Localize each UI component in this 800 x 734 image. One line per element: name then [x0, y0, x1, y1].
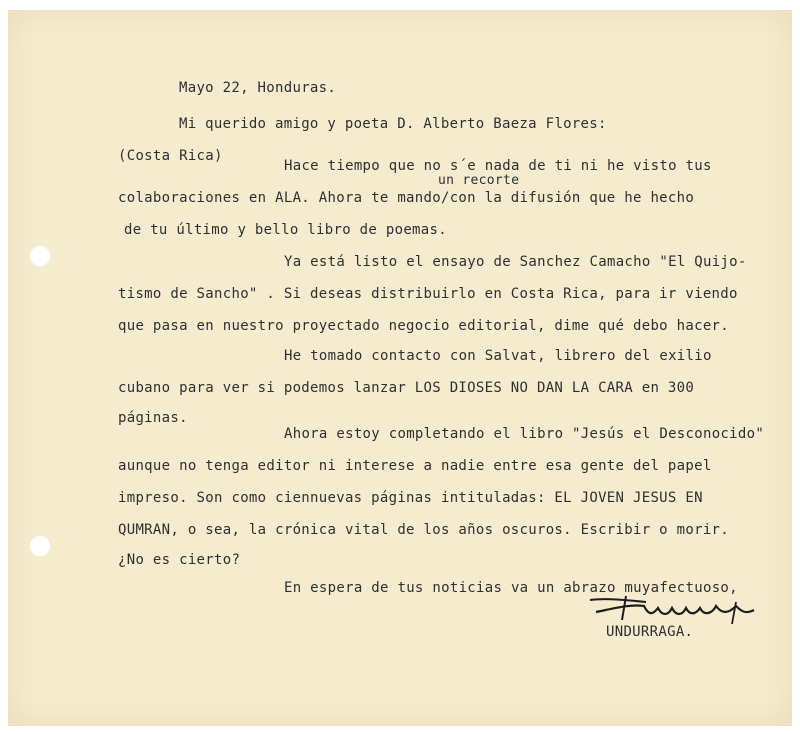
- letter-line-10: Ahora estoy completando el libro "Jesús el Desconocido": [284, 426, 765, 442]
- letter-page: [8, 10, 792, 726]
- letter-line-11: aunque no tenga editor ni interese a nadie entre esa gente del papel: [118, 458, 712, 474]
- letter-line-7: He tomado contacto con Salvat, librero del exilio: [284, 348, 712, 364]
- letter-line-9: páginas.: [118, 410, 188, 426]
- letter-date: Mayo 22, Honduras.: [179, 80, 337, 96]
- letter-line-3: de tu último y bello libro de poemas.: [124, 222, 447, 238]
- letter-line-13: QUMRAN, o sea, la crónica vital de los años oscuros. Escribir o morir.: [118, 522, 730, 538]
- letter-location: (Costa Rica): [118, 148, 223, 164]
- typed-signature: UNDURRAGA.: [606, 624, 694, 640]
- letter-line-6: que pasa en nuestro proyectado negocio editorial, dime qué debo hacer.: [118, 318, 730, 334]
- letter-line-5: tismo de Sancho" . Si deseas distribuirlo en Costa Rica, para ir viendo: [118, 286, 738, 302]
- letter-insert: un recorte: [438, 173, 520, 188]
- punch-hole-top: [30, 246, 50, 266]
- letter-closing: En espera de tus noticias va un abrazo muyafectuoso,: [284, 580, 738, 596]
- letter-line-4: Ya está listo el ensayo de Sanchez Camacho "El Quijo-: [284, 254, 747, 270]
- letter-line-12: impreso. Son como ciennuevas páginas intituladas: EL JOVEN JESUS EN: [118, 490, 703, 506]
- punch-hole-bottom: [30, 536, 50, 556]
- letter-line-14: ¿No es cierto?: [118, 552, 241, 568]
- letter-line-8: cubano para ver si podemos lanzar LOS DIOSES NO DAN LA CARA en 300: [118, 380, 695, 396]
- letter-salutation: Mi querido amigo y poeta D. Alberto Baeza Flores:: [179, 116, 607, 132]
- letter-line-1: Hace tiempo que no s´e nada de ti ni he visto tus: [284, 158, 712, 174]
- letter-line-2: colaboraciones en ALA. Ahora te mando/con la difusión que he hecho: [118, 190, 695, 206]
